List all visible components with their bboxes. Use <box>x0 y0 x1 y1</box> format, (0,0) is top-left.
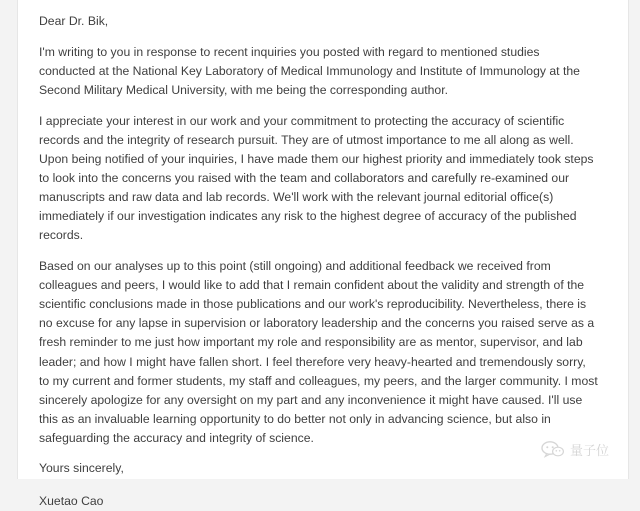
letter-paragraph-2: I appreciate your interest in our work and your commitment to protecting the accuracy of scientific records and the integrity of research pursuit. They are of utmost importance to me all along as well. Upon being notified of your inquiries, I have made them our highest priority and immediately took steps to look into the concerns you raised with the team and collaborators and carefully re-examined our manuscripts and raw data and lab records. We'll work with the relevant journal editorial office(s) immediately if our investigation indicates any risk to the highest degree of accuracy of the published records. <box>39 113 594 243</box>
wechat-icon <box>541 440 565 459</box>
watermark-text: 量子位 <box>570 444 610 459</box>
letter-page <box>17 0 629 508</box>
letter-signature: Xuetao Cao <box>39 493 104 508</box>
letter-closing: Yours sincerely, <box>39 461 124 476</box>
letter-paragraph-3: Based on our analyses up to this point (still ongoing) and additional feedback we received from colleagues and peers, I would like to add that I remain confident about the validity and strength of the scientific conclusions made in those publications and our work's reproducibility. Nevertheless, there is no excuse for any lapse in supervision or laboratory leadership and the concerns you raised serve as a fresh reminder to me just how important my role and responsibility are as mentor, supervisor, and lab leader; and how I might have fallen short. I feel therefore very heavy-hearted and tremendously sorry, to my current and former students, my staff and colleagues, my peers, and the larger community. I most sincerely apologize for any oversight on my part and any inconvenience it might have caused. I'll use this as an invaluable learning opportunity to do better not only in advancing science, but also in safeguarding the accuracy and integrity of science. <box>39 259 598 445</box>
letter-paragraph-1: I'm writing to you in response to recent inquiries you posted with regard to mentioned studies conducted at the National Key Laboratory of Medical Immunology and Institute of Immunology at the Second Military Medical University, with me being the corresponding author. <box>39 45 580 98</box>
watermark <box>541 440 609 459</box>
letter-body <box>39 12 599 511</box>
letter-greeting: Dear Dr. Bik, <box>39 14 109 28</box>
